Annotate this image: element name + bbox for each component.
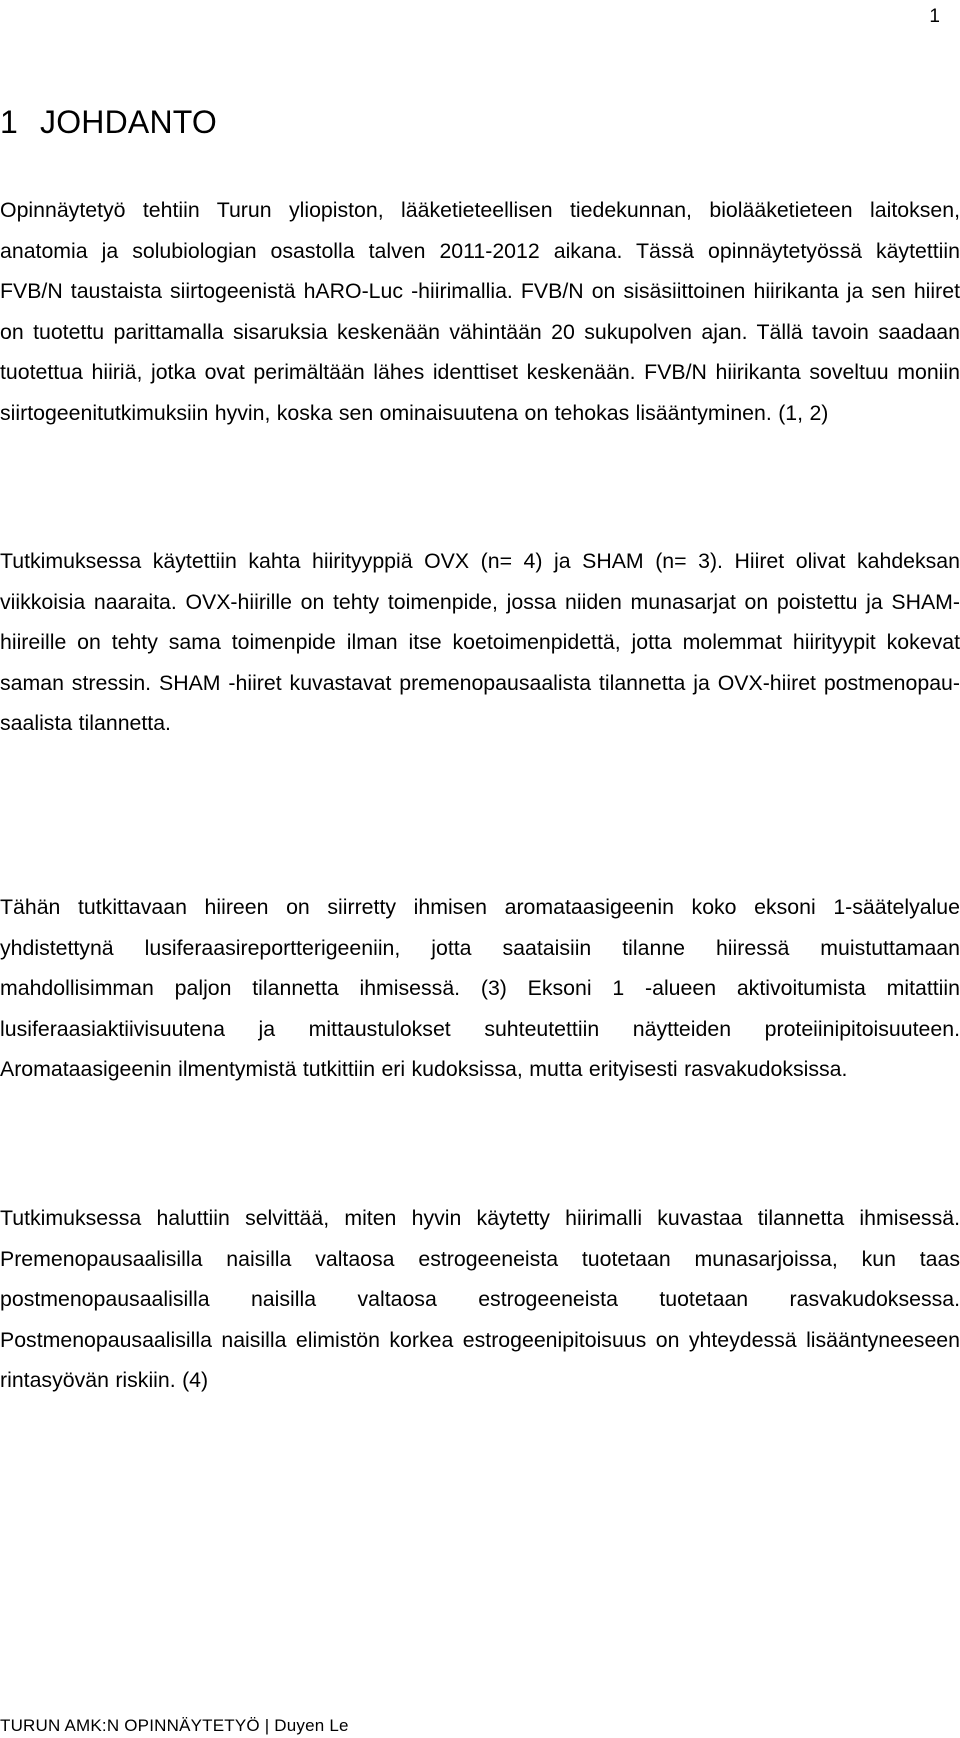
paragraph-aromatase: Tähän tutkittavaan hiireen on siirretty ihmisen aromataasigeenin koko eksoni 1-säätelyalue yhdistettynä lusiferaasireportterigeeniin, jotta saataisiin tilanne hiiressä muistuttamaan mahdollisimman paljon tilannetta ihmisessä. (3) Eksoni 1 -alueen aktivoitumista mitattiin lusiferaasiaktiivisuutena ja mittaustulokset suhteutettiin näytteiden proteiinipitoisuuteen. Aromataasigeenin ilmentymistä tutkittiin eri kudoksissa, mutta erityisesti rasvakudoksissa. <box>0 895 960 1081</box>
paragraph-mouse-types: Tutkimuksessa käytettiin kahta hiirityyppiä OVX (n= 4) ja SHAM (n= 3). Hiiret olivat kahdeksan viikkoisia naaraita. OVX-hiirille on tehty toimenpide, jossa niiden munasarjat on poistettu ja SHAM-hiireille on tehty sama toimenpide ilman itse koetoimenpidettä, jotta molemmat hiirityypit kokevat saman stressin. SHAM -hiiret kuvastavat premenopausaalista tilannetta ja OVX-hiiret postmenopausaalista tilannetta. <box>0 549 960 735</box>
chapter-heading <box>0 104 217 141</box>
paragraph-research-goal: Tutkimuksessa haluttiin selvittää, miten hyvin käytetty hiirimalli kuvastaa tilannetta ihmisessä. Premenopausaalisilla naisilla valtaosa estrogeeneista tuotetaan munasarjoissa, kun taas postmenopausaalisilla naisilla valtaosa estrogeeneista tuotetaan rasvakudoksessa. Postmenopausaalisilla naisilla elimistön korkea estrogeenipitoisuus on yhteydessä lisääntyneeseen rintasyövän riskiin. (4) <box>0 1206 960 1392</box>
chapter-number: 1 <box>0 104 18 140</box>
paragraph-intro: Opinnäytetyö tehtiin Turun yliopiston, lääketieteellisen tiedekunnan, biolääketieteen laitoksen, anatomia ja solubiologian osastolla talven 2011-2012 aikana. Tässä opinnäytetyössä käytettiin FVB/N taustaista siirtogeenistä hARO-Luc -hiirimallia. FVB/N on sisäsiittoinen hiirikanta ja sen hiiret on tuotettu parittamalla sisaruksia keskenään vähintään 20 sukupolven ajan. Tällä tavoin saadaan tuotettua hiiriä, jotka ovat perimältään lähes identtiset keskenään. FVB/N hiirikanta soveltuu moniin siirtogeenitutkimuksiin hyvin, koska sen ominaisuutena on tehokas lisääntyminen. (1, 2) <box>0 198 960 425</box>
page-number: 1 <box>929 6 940 27</box>
chapter-title: JOHDANTO <box>40 104 218 140</box>
page-footer: TURUN AMK:N OPINNÄYTETYÖ | Duyen Le <box>0 1716 349 1735</box>
